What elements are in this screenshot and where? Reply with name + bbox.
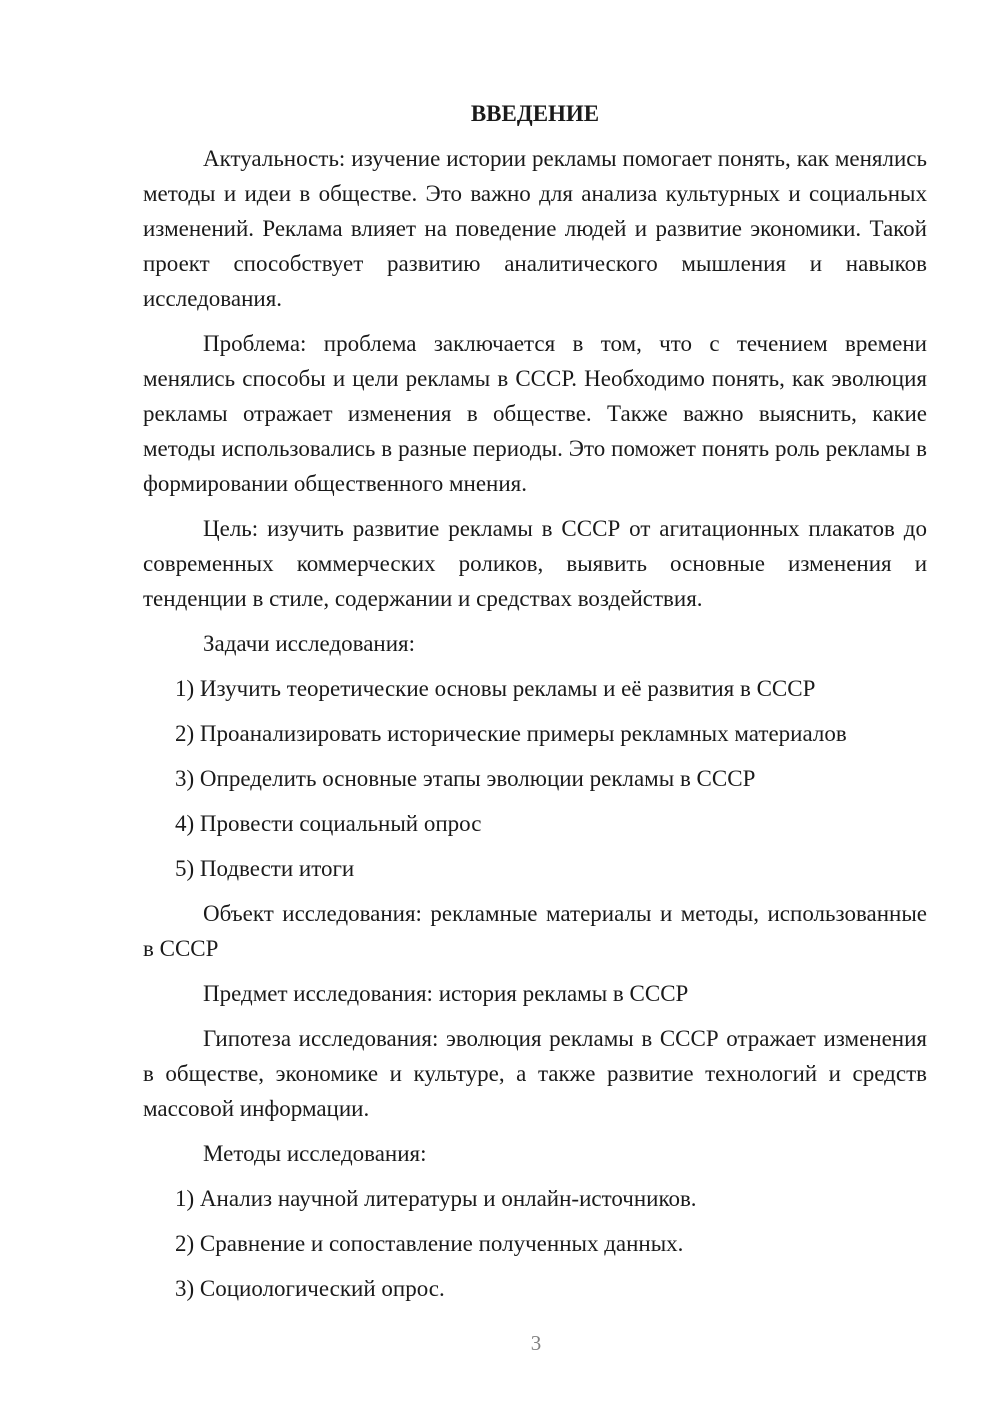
method-item-3: 3) Социологический опрос. xyxy=(175,1276,445,1301)
relevance-paragraph: Актуальность: изучение истории рекламы помогает понять, как менялись методы и идеи в обществе. Это важно для анализа культурных и социальных изменений. Реклама влияет на поведение людей и развитие экономики. Такой проект способствует развитию аналитического мышления и навыков исследования. xyxy=(143,146,927,311)
problem-paragraph: Проблема: проблема заключается в том, что с течением времени менялись способы и цели рекламы в СССР. Необходимо понять, как эволюция рекламы отражает изменения в обществе. Также важно выяснить, какие методы использовались в разные периоды. Это поможет понять роль рекламы в формировании общественного мнения. xyxy=(143,331,927,496)
task-item-3: 3) Определить основные этапы эволюции рекламы в СССР xyxy=(175,766,756,791)
method-item-1: 1) Анализ научной литературы и онлайн-источников. xyxy=(175,1186,697,1211)
object-paragraph: Объект исследования: рекламные материалы и методы, использованные в СССР xyxy=(143,901,927,961)
page-content xyxy=(143,96,927,1316)
subject-paragraph: Предмет исследования: история рекламы в СССР xyxy=(203,981,689,1006)
goal-paragraph: Цель: изучить развитие рекламы в СССР от агитационных плакатов до современных коммерческих роликов, выявить основные изменения и тенденции в стиле, содержании и средствах воздействия. xyxy=(143,516,927,611)
task-item-1: 1) Изучить теоретические основы рекламы и её развития в СССР xyxy=(175,676,816,701)
method-item-2: 2) Сравнение и сопоставление полученных данных. xyxy=(175,1231,684,1256)
task-item-5: 5) Подвести итоги xyxy=(175,856,355,881)
page-number: 3 xyxy=(530,1331,542,1355)
task-item-4: 4) Провести социальный опрос xyxy=(175,811,482,836)
hypothesis-paragraph: Гипотеза исследования: эволюция рекламы в СССР отражает изменения в обществе, экономике и культуре, а также развитие технологий и средств массовой информации. xyxy=(143,1026,927,1121)
methods-heading: Методы исследования: xyxy=(203,1141,427,1166)
section-title: ВВЕДЕНИЕ xyxy=(470,101,600,126)
task-item-2: 2) Проанализировать исторические примеры рекламных материалов xyxy=(175,721,847,746)
tasks-heading: Задачи исследования: xyxy=(203,631,416,656)
